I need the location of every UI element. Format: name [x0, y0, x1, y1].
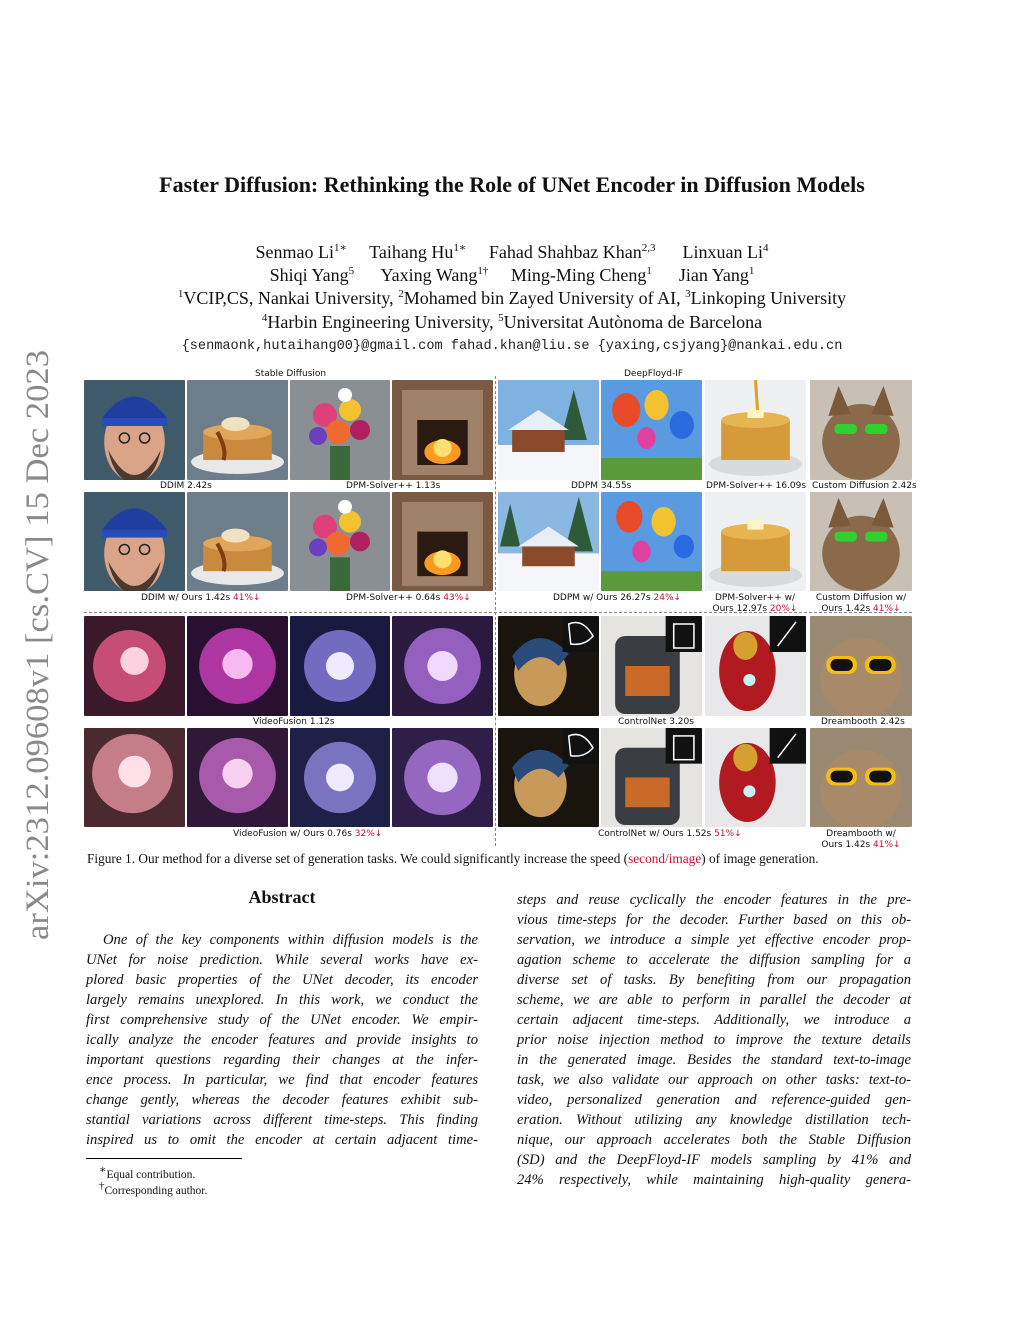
abstract-line: UNet for noise prediction. While several works have ex- [86, 952, 478, 968]
abstract-left-column [86, 930, 478, 1150]
authors-line-1: Senmao $Li^{1∗}$ Taihang $Hu^{1∗}$ Fahad Shahbaz Khan$^{2,3}$ Linxuan Li$^4$ [255, 242, 769, 262]
image-backpack-ours [601, 728, 702, 827]
image-fireworks-4 [392, 616, 493, 716]
image-fireworks-3-ours [290, 728, 390, 827]
abstract-line: important questions regarding their changes at the infer- [86, 1052, 478, 1068]
image-pearl-earring-girl [498, 616, 599, 716]
abstract-line: prior noise injection method to improve the texture details [517, 1032, 911, 1048]
abstract-line: inspired us to omit the encoder at certain adjacent time- [86, 1132, 478, 1148]
caption-dreambooth: Dreambooth 2.42s [821, 717, 905, 727]
image-pancakes [187, 380, 288, 480]
caption-dpm-solver-if-ours: DPM-Solver++ w/ Ours 12.97s 20%↓ [712, 593, 798, 614]
caption-dpm-solver-sd-ours: DPM-Solver++ 0.64s 43%↓ [346, 593, 471, 603]
arxiv-stamp [4, 340, 58, 960]
image-pancakes-butter [705, 380, 806, 480]
abstract-line: certain adjacent time-steps. Additionally, we introduce a [517, 1012, 911, 1028]
image-iron-man-ours [705, 728, 806, 827]
caption-custom-diffusion-ours: Custom Diffusion w/ Ours 1.42s 41%↓ [815, 593, 907, 614]
image-fireworks-1-ours [84, 728, 185, 827]
arxiv-id: arXiv:2312.09608v1 [cs.CV] 15 Dec 2023 [20, 377, 56, 940]
image-cat-sunglasses [810, 380, 912, 480]
abstract-line: first comprehensive study of the UNet encoder. We empir- [86, 1012, 478, 1028]
abstract-line: One of the key components within diffusion models is the [103, 932, 478, 948]
image-flower-bouquet-ours [290, 492, 390, 591]
image-backpack [601, 616, 702, 716]
caption-controlnet: ControlNet 3.20s [618, 717, 694, 727]
abstract-line: vious time-steps for the decoder. Further based on this ob- [517, 912, 911, 928]
caption-ddpm: DDPM 34.55s [571, 481, 632, 491]
image-snowy-cabin-ours [498, 492, 599, 591]
abstract-line: 24% respectively, while maintaining high-quality genera- [517, 1172, 911, 1188]
abstract-right-column [517, 890, 911, 1190]
authors-line-2: Shiqi Yang$^5$ Yaxing Wang$^{1\dagger}$ Ming-Ming Cheng$^1$ Jian Yang$^1$ [269, 265, 755, 285]
abstract-line: change gently, whereas the decoder features exhibit sub- [86, 1092, 478, 1108]
image-flower-bouquet [290, 380, 390, 480]
caption-dreambooth-ours: Dreambooth w/ Ours 1.42s 41%↓ [821, 829, 901, 850]
paper-title: Faster Diffusion: Rethinking the Role of UNet Encoder in Diffusion Models [159, 172, 865, 197]
abstract-line: plored basic properties of the UNet decoder, its encoder [86, 972, 478, 988]
abstract-heading: Abstract [248, 887, 316, 907]
image-pearl-earring-girl-ours [498, 728, 599, 827]
footnote-corresponding-author: †Corresponding author. [99, 1180, 208, 1197]
image-cat-sunglasses-ours [810, 492, 912, 591]
image-pancakes-ours [187, 492, 288, 591]
footnote-equal-contribution: ∗Equal contribution. [99, 1164, 196, 1181]
abstract-line: scheme, we are able to perform in parallel the decoder at [517, 992, 911, 1008]
figure-horizontal-separator [84, 612, 912, 613]
image-pancakes-butter-ours [705, 492, 806, 591]
caption-videofusion: VideoFusion 1.12s [253, 717, 335, 727]
group-label-deepfloyd-if: DeepFloyd-IF [624, 369, 684, 379]
abstract-line: servation, we introduce a simple yet effective encoder prop- [517, 932, 911, 948]
figure-vertical-separator [495, 376, 496, 846]
abstract-line: stantial variations across different time-steps. This finding [86, 1112, 478, 1128]
abstract-line: agation scheme to accelerate the diffusion sampling for a [517, 952, 911, 968]
abstract-line: in the generated image. Besides the standard text-to-image [517, 1052, 911, 1068]
footnote-rule [86, 1158, 242, 1159]
affiliations-line-2: $^4$Harbin Engineering University, $^5$Universitat Autònoma de Barcelona [261, 312, 763, 332]
abstract-line: task, we also validate our approach on other tasks: text-to- [517, 1072, 911, 1088]
abstract-line: video, personalized generation and reference-guided gen- [517, 1092, 911, 1108]
image-fireworks-2 [187, 616, 288, 716]
caption-dpm-solver-if: DPM-Solver++ 16.09s [706, 481, 807, 491]
image-fireplace [392, 380, 493, 480]
abstract-line: eration. Without utilizing any knowledge distillation tech- [517, 1112, 911, 1128]
abstract-line: largely remains unexplored. In this work, we conduct the [86, 992, 478, 1008]
group-label-stable-diffusion: Stable Diffusion [255, 369, 327, 379]
caption-videofusion-ours: VideoFusion w/ Ours 0.76s 32%↓ [233, 829, 383, 839]
image-fireworks-1 [84, 616, 185, 716]
caption-ddim-ours: DDIM w/ Ours 1.42s 41%↓ [141, 593, 261, 603]
caption-custom-diffusion: Custom Diffusion 2.42s [812, 481, 917, 491]
caption-controlnet-ours: ControlNet w/ Ours 1.52s 51%↓ [598, 829, 742, 839]
image-iron-man [705, 616, 806, 716]
abstract-line: diverse set of tasks. By benefiting from our propagation [517, 972, 911, 988]
image-cat-yellow-sunglasses [810, 616, 912, 716]
abstract-line: ically analyze the encoder features and provide insights to [86, 1032, 478, 1048]
image-bearded-man [84, 380, 185, 480]
affiliations-line-1: $^1$VCIP,CS, Nankai University, $^2$Mohamed bin Zayed University of AI, $^3$Linkoping University [177, 288, 847, 308]
image-snowy-cabin [498, 380, 599, 480]
abstract-line: nique, our approach accelerates both the Stable Diffusion [517, 1132, 911, 1148]
author-emails: {senmaonk,hutaihang00}@gmail.com fahad.khan@liu.se {yaxing,csjyang}@nankai.edu.cn [181, 339, 843, 354]
image-hot-air-balloons-ours [601, 492, 702, 591]
image-fireworks-2-ours [187, 728, 288, 827]
image-fireworks-3 [290, 616, 390, 716]
abstract-line: ence process. In particular, we find that encoder features [86, 1072, 478, 1088]
caption-dpm-solver-sd: DPM-Solver++ 1.13s [346, 481, 441, 491]
image-hot-air-balloons [601, 380, 702, 480]
image-fireworks-4-ours [392, 728, 493, 827]
abstract-line: steps and reuse cyclically the encoder features in the pre- [517, 892, 911, 908]
caption-ddim: DDIM 2.42s [160, 481, 212, 491]
image-bearded-man-ours [84, 492, 185, 591]
image-fireplace-ours [392, 492, 493, 591]
abstract-line: (SD) and the DeepFloyd-IF models sampling by 41% and [517, 1152, 911, 1168]
caption-ddpm-ours: DDPM w/ Ours 26.27s 24%↓ [553, 593, 682, 603]
image-cat-yellow-sunglasses-ours [810, 728, 912, 827]
figure-caption: Figure 1. Our method for a diverse set of generation tasks. We could significantly increase the speed (second/image) of image generation. [87, 851, 819, 866]
